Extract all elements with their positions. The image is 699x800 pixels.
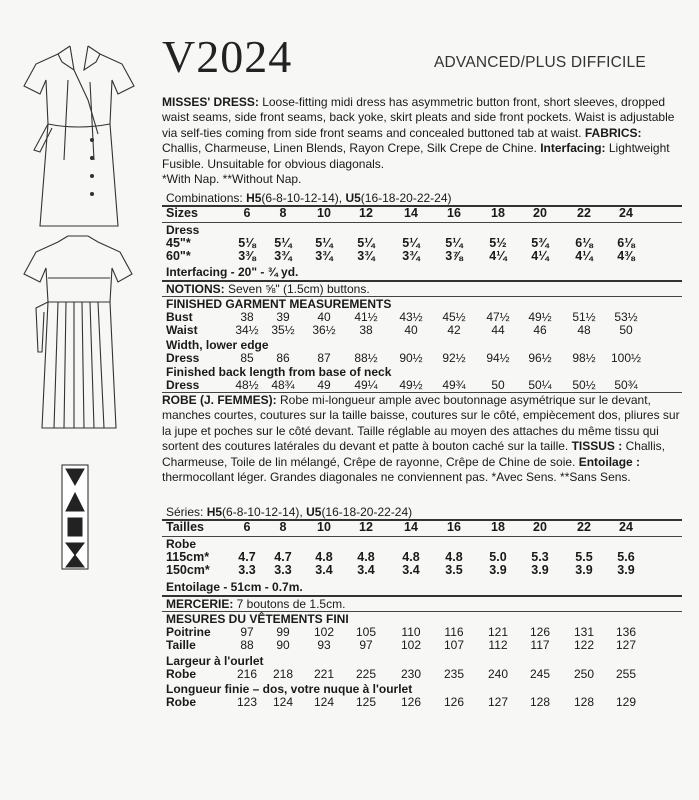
cell-value: 50 — [491, 378, 505, 392]
cell-value: 126 — [400, 695, 422, 709]
cell-value: 8 — [279, 206, 287, 220]
mercerie-text: 7 boutons de 1.5cm. — [233, 597, 346, 611]
cell-value: 127 — [487, 695, 509, 709]
cell-value: 112 — [488, 638, 508, 652]
cell-value: 107 — [443, 638, 465, 652]
table-row — [162, 324, 682, 337]
cell-value: 97 — [359, 638, 373, 652]
cell-value: 3.5 — [445, 563, 463, 577]
cell-value: 5¼ — [402, 236, 420, 250]
cell-value: 230 — [400, 667, 422, 681]
cell-value: 3¾ — [357, 249, 375, 263]
cell-value: 12 — [359, 520, 373, 534]
mercerie-fr — [166, 597, 345, 611]
cell-value: 5½ — [489, 236, 507, 250]
series-line — [166, 505, 412, 519]
cell-value: 5.6 — [617, 550, 635, 564]
description-en — [162, 95, 682, 187]
cell-value: 5.3 — [531, 550, 549, 564]
cell-value: 122 — [573, 638, 595, 652]
entoilage-text: thermocollant léger. Grandes diagonales ne conviennent pas. *Avec Sens. **Sans Sens. — [162, 470, 631, 485]
table-row — [162, 250, 682, 263]
cell-value: 94½ — [486, 351, 510, 365]
cell-value: 3.3 — [274, 563, 292, 577]
cell-value: 5.5 — [575, 550, 593, 564]
description-fr — [162, 393, 682, 485]
row-label: 60"* — [166, 249, 191, 263]
cell-value: 40 — [404, 323, 418, 337]
cell-value: 41½ — [354, 310, 378, 324]
table-row — [162, 639, 682, 652]
cell-value: 126 — [443, 695, 465, 709]
desc-fr-title: ROBE (J. FEMMES): — [162, 393, 277, 407]
tissus-text: Challis, Charmeuse, Toile de lin mélangé, Crêpe de rayonne, Crêpe de Chine de soie. — [162, 439, 665, 469]
row-label: Tailles — [166, 520, 204, 534]
cell-value: 50½ — [572, 378, 596, 392]
tissus-label: TISSUS : — [571, 439, 623, 454]
longueur-title: Longueur finie – dos, votre nuque à l'ourlet — [166, 682, 413, 696]
cell-value: 117 — [530, 638, 550, 652]
cell-value: 128 — [573, 695, 595, 709]
fabrics-label: FABRICS: — [584, 125, 642, 140]
desc-en-title: MISSES' DRESS: — [162, 95, 259, 109]
largeur-title: Largeur à l'ourlet — [166, 654, 264, 668]
difficulty-level: ADVANCED/PLUS DIFFICILE — [434, 54, 646, 71]
entoilage-yardage: Entoilage - 51cm - 0.7m. — [166, 580, 303, 594]
cell-value: 4.8 — [445, 550, 463, 564]
cell-value: 88½ — [354, 351, 378, 365]
cell-value: 3.3 — [238, 563, 256, 577]
interfacing-text: Lightweight Fusible. Unsuitable for obvious diagonals. — [162, 141, 670, 171]
cell-value: 235 — [443, 667, 465, 681]
cell-value: 6 — [243, 520, 251, 534]
cell-value: 5¼ — [445, 236, 463, 250]
cell-value: 129 — [615, 695, 637, 709]
desc-en-body: Loose-fitting midi dress has asymmetric button front, short sleeves, dropped waist seams, side front seams, back yoke, skirt pleats and side front pockets. Waist is adjustable via self-ties coming from side front seams and concealed buttoned tab at waist. — [162, 95, 675, 140]
entoilage-label: Entoilage : — [578, 454, 641, 469]
table-row — [162, 207, 682, 220]
h5-sizes: (6-8-10-12-14), — [261, 191, 343, 205]
finished-title-fr: MESURES DU VÊTEMENTS FINI — [166, 612, 349, 626]
cell-value: 5¼ — [357, 236, 375, 250]
sizes-row-en — [162, 207, 682, 220]
cell-value: 6⅛ — [617, 236, 635, 250]
row-label: Robe — [166, 667, 196, 681]
front-view-sketch — [18, 40, 138, 230]
cell-value: 4¼ — [531, 249, 549, 263]
width-title: Width, lower edge — [166, 338, 269, 352]
cell-value: 6⅛ — [575, 236, 593, 250]
u5-sizes-fr: (16-18-20-22-24) — [321, 505, 413, 519]
cell-value: 5¾ — [531, 236, 549, 250]
cell-value: 22 — [577, 520, 591, 534]
cell-value: 44 — [491, 323, 505, 337]
cell-value: 45½ — [442, 310, 466, 324]
cell-value: 42 — [447, 323, 461, 337]
cell-value: 92½ — [442, 351, 466, 365]
row-label: Waist — [166, 323, 198, 337]
cell-value: 49¾ — [442, 378, 466, 392]
cell-value: 18 — [491, 520, 505, 534]
cell-value: 88 — [240, 638, 254, 652]
cell-value: 40 — [317, 310, 331, 324]
fabrics-text: Challis, Charmeuse, Linen Blends, Rayon Crepe, Silk Crepe de Chine. — [162, 141, 541, 156]
cell-value: 38 — [240, 310, 254, 324]
yardage-rows-fr — [162, 551, 682, 577]
cell-value: 24 — [619, 520, 633, 534]
cell-value: 3.4 — [315, 563, 333, 577]
cell-value: 3¾ — [402, 249, 420, 263]
cell-value: 3.9 — [531, 563, 549, 577]
row-label: Poitrine — [166, 625, 211, 639]
cell-value: 4.7 — [238, 550, 256, 564]
table-row — [162, 352, 682, 365]
cell-value: 36½ — [312, 323, 336, 337]
cell-value: 49½ — [528, 310, 552, 324]
cell-value: 105 — [355, 625, 377, 639]
cell-value: 5.0 — [489, 550, 507, 564]
cell-value: 49½ — [399, 378, 423, 392]
cell-value: 3¾ — [315, 249, 333, 263]
cell-value: 245 — [529, 667, 551, 681]
cell-value: 128 — [529, 695, 551, 709]
finished-largeur — [162, 668, 682, 681]
cell-value: 255 — [615, 667, 637, 681]
cell-value: 4.8 — [402, 550, 420, 564]
cell-value: 14 — [404, 520, 418, 534]
cell-value: 46 — [533, 323, 547, 337]
notions-text: Seven ⅝" (1.5cm) buttons. — [224, 282, 370, 296]
cell-value: 50¼ — [528, 378, 552, 392]
row-label: Sizes — [166, 206, 198, 220]
cell-value: 4.7 — [274, 550, 292, 564]
interfacing-label: Interfacing: — [540, 141, 606, 156]
row-label: Dress — [166, 378, 200, 392]
series-label: Séries: — [166, 505, 204, 519]
cell-value: 90 — [276, 638, 290, 652]
cell-value: 34½ — [235, 323, 259, 337]
row-label: Bust — [166, 310, 193, 324]
cell-value: 20 — [533, 520, 547, 534]
cell-value: 20 — [533, 206, 547, 220]
cell-value: 50¾ — [614, 378, 638, 392]
table-row — [162, 379, 682, 392]
u5-code-fr: U5 — [306, 505, 322, 519]
cell-value: 14 — [404, 206, 418, 220]
u5-sizes: (16-18-20-22-24) — [360, 191, 452, 205]
cell-value: 216 — [236, 667, 258, 681]
symbol-legend — [60, 463, 92, 573]
cell-value: 3.9 — [489, 563, 507, 577]
cell-value: 10 — [317, 520, 331, 534]
cell-value: 100½ — [610, 351, 642, 365]
cell-value: 22 — [577, 206, 591, 220]
finished-length — [162, 379, 682, 392]
cell-value: 124 — [272, 695, 294, 709]
cell-value: 123 — [236, 695, 258, 709]
cell-value: 24 — [619, 206, 633, 220]
cell-value: 102 — [400, 638, 422, 652]
cell-value: 250 — [573, 667, 595, 681]
cell-value: 49 — [317, 378, 331, 392]
finished-poitrine-taille — [162, 626, 682, 652]
cell-value: 39 — [276, 310, 290, 324]
cell-value: 49¼ — [354, 378, 378, 392]
notions-label: NOTIONS: — [166, 282, 225, 296]
cell-value: 136 — [615, 625, 637, 639]
cell-value: 93 — [317, 638, 331, 652]
cell-value: 87 — [317, 351, 331, 365]
yardage-robe-label: Robe — [166, 537, 196, 551]
cell-value: 3.9 — [575, 563, 593, 577]
table-row — [162, 668, 682, 681]
notions-en — [166, 282, 370, 296]
cell-value: 16 — [447, 206, 461, 220]
cell-value: 85 — [240, 351, 254, 365]
cell-value: 218 — [272, 667, 294, 681]
cell-value: 110 — [401, 625, 421, 639]
cell-value: 38 — [359, 323, 373, 337]
cell-value: 127 — [615, 638, 637, 652]
finished-width — [162, 352, 682, 365]
cell-value: 43½ — [399, 310, 423, 324]
cell-value: 90½ — [399, 351, 423, 365]
cell-value: 51½ — [572, 310, 596, 324]
cell-value: 48¾ — [271, 378, 295, 392]
desc-fr-body: Robe mi-longueur ample avec boutonnage asymétrique sur le devant, manches courtes, coutures sur la taille baisse, coutures sur le côté, empiècement dos, pliures sur la jupe et poches sur le côté devant. Taille réglable au moyen des attaches du même tissu qui sortent des coutures latérales du devant et patte à bouton caché sur la taille. — [162, 393, 680, 454]
cell-value: 225 — [355, 667, 377, 681]
cell-value: 102 — [313, 625, 335, 639]
nap-note: *With Nap. **Without Nap. — [162, 172, 302, 187]
cell-value: 221 — [313, 667, 335, 681]
cell-value: 125 — [355, 695, 377, 709]
sizes-row-fr — [162, 521, 682, 534]
cell-value: 4¼ — [575, 249, 593, 263]
cell-value: 4.8 — [315, 550, 333, 564]
table-row — [162, 521, 682, 534]
cell-value: 53½ — [614, 310, 638, 324]
cell-value: 86 — [276, 351, 290, 365]
cell-value: 124 — [313, 695, 335, 709]
cell-value: 3.4 — [357, 563, 375, 577]
cell-value: 50 — [619, 323, 633, 337]
cell-value: 3⅞ — [445, 249, 463, 263]
back-view-sketch — [18, 232, 138, 432]
cell-value: 5⅛ — [238, 236, 256, 250]
cell-value: 6 — [243, 206, 251, 220]
cell-value: 18 — [491, 206, 505, 220]
cell-value: 116 — [444, 625, 464, 639]
h5-code-fr: H5 — [206, 505, 223, 519]
cell-value: 16 — [447, 520, 461, 534]
cell-value: 35½ — [271, 323, 295, 337]
combinations-label: Combinations: — [166, 191, 243, 205]
cell-value: 5¼ — [274, 236, 292, 250]
cell-value: 3.9 — [617, 563, 635, 577]
cell-value: 4⅜ — [617, 249, 635, 263]
row-label: Dress — [166, 351, 200, 365]
cell-value: 98½ — [572, 351, 596, 365]
cell-value: 48 — [577, 323, 591, 337]
length-title: Finished back length from base of neck — [166, 365, 392, 379]
cell-value: 4¼ — [489, 249, 507, 263]
cell-value: 131 — [573, 625, 595, 639]
h5-code: H5 — [246, 191, 262, 205]
yardage-dress-label: Dress — [166, 223, 200, 237]
cell-value: 8 — [279, 520, 287, 534]
finished-bust-waist — [162, 311, 682, 337]
cell-value: 99 — [276, 625, 290, 639]
row-label: Taille — [166, 638, 196, 652]
cell-value: 12 — [359, 206, 373, 220]
row-label: Robe — [166, 695, 196, 709]
mercerie-label: MERCERIE: — [166, 597, 234, 611]
row-label: 150cm* — [166, 563, 210, 577]
cell-value: 121 — [487, 625, 509, 639]
table-row — [162, 696, 682, 709]
cell-value: 3⅜ — [238, 249, 256, 263]
yardage-rows-en — [162, 237, 682, 263]
row-label: 115cm* — [166, 550, 210, 564]
cell-value: 3¾ — [274, 249, 292, 263]
cell-value: 240 — [487, 667, 509, 681]
cell-value: 48½ — [235, 378, 259, 392]
cell-value: 96½ — [528, 351, 552, 365]
cell-value: 3.4 — [402, 563, 420, 577]
cell-value: 126 — [529, 625, 551, 639]
cell-value: 97 — [240, 625, 254, 639]
u5-code: U5 — [345, 191, 361, 205]
cell-value: 5¼ — [315, 236, 333, 250]
interfacing-yardage: Interfacing - 20" - ¾ yd. — [166, 265, 299, 279]
combinations-line — [166, 191, 452, 205]
finished-longueur — [162, 696, 682, 709]
cell-value: 10 — [317, 206, 331, 220]
cell-value: 4.8 — [357, 550, 375, 564]
h5-sizes-fr: (6-8-10-12-14), — [222, 505, 303, 519]
finished-title-en: FINISHED GARMENT MEASUREMENTS — [166, 297, 392, 311]
pattern-code: V2024 — [162, 31, 293, 82]
table-row — [162, 564, 682, 577]
cell-value: 47½ — [486, 310, 510, 324]
row-label: 45"* — [166, 236, 191, 250]
